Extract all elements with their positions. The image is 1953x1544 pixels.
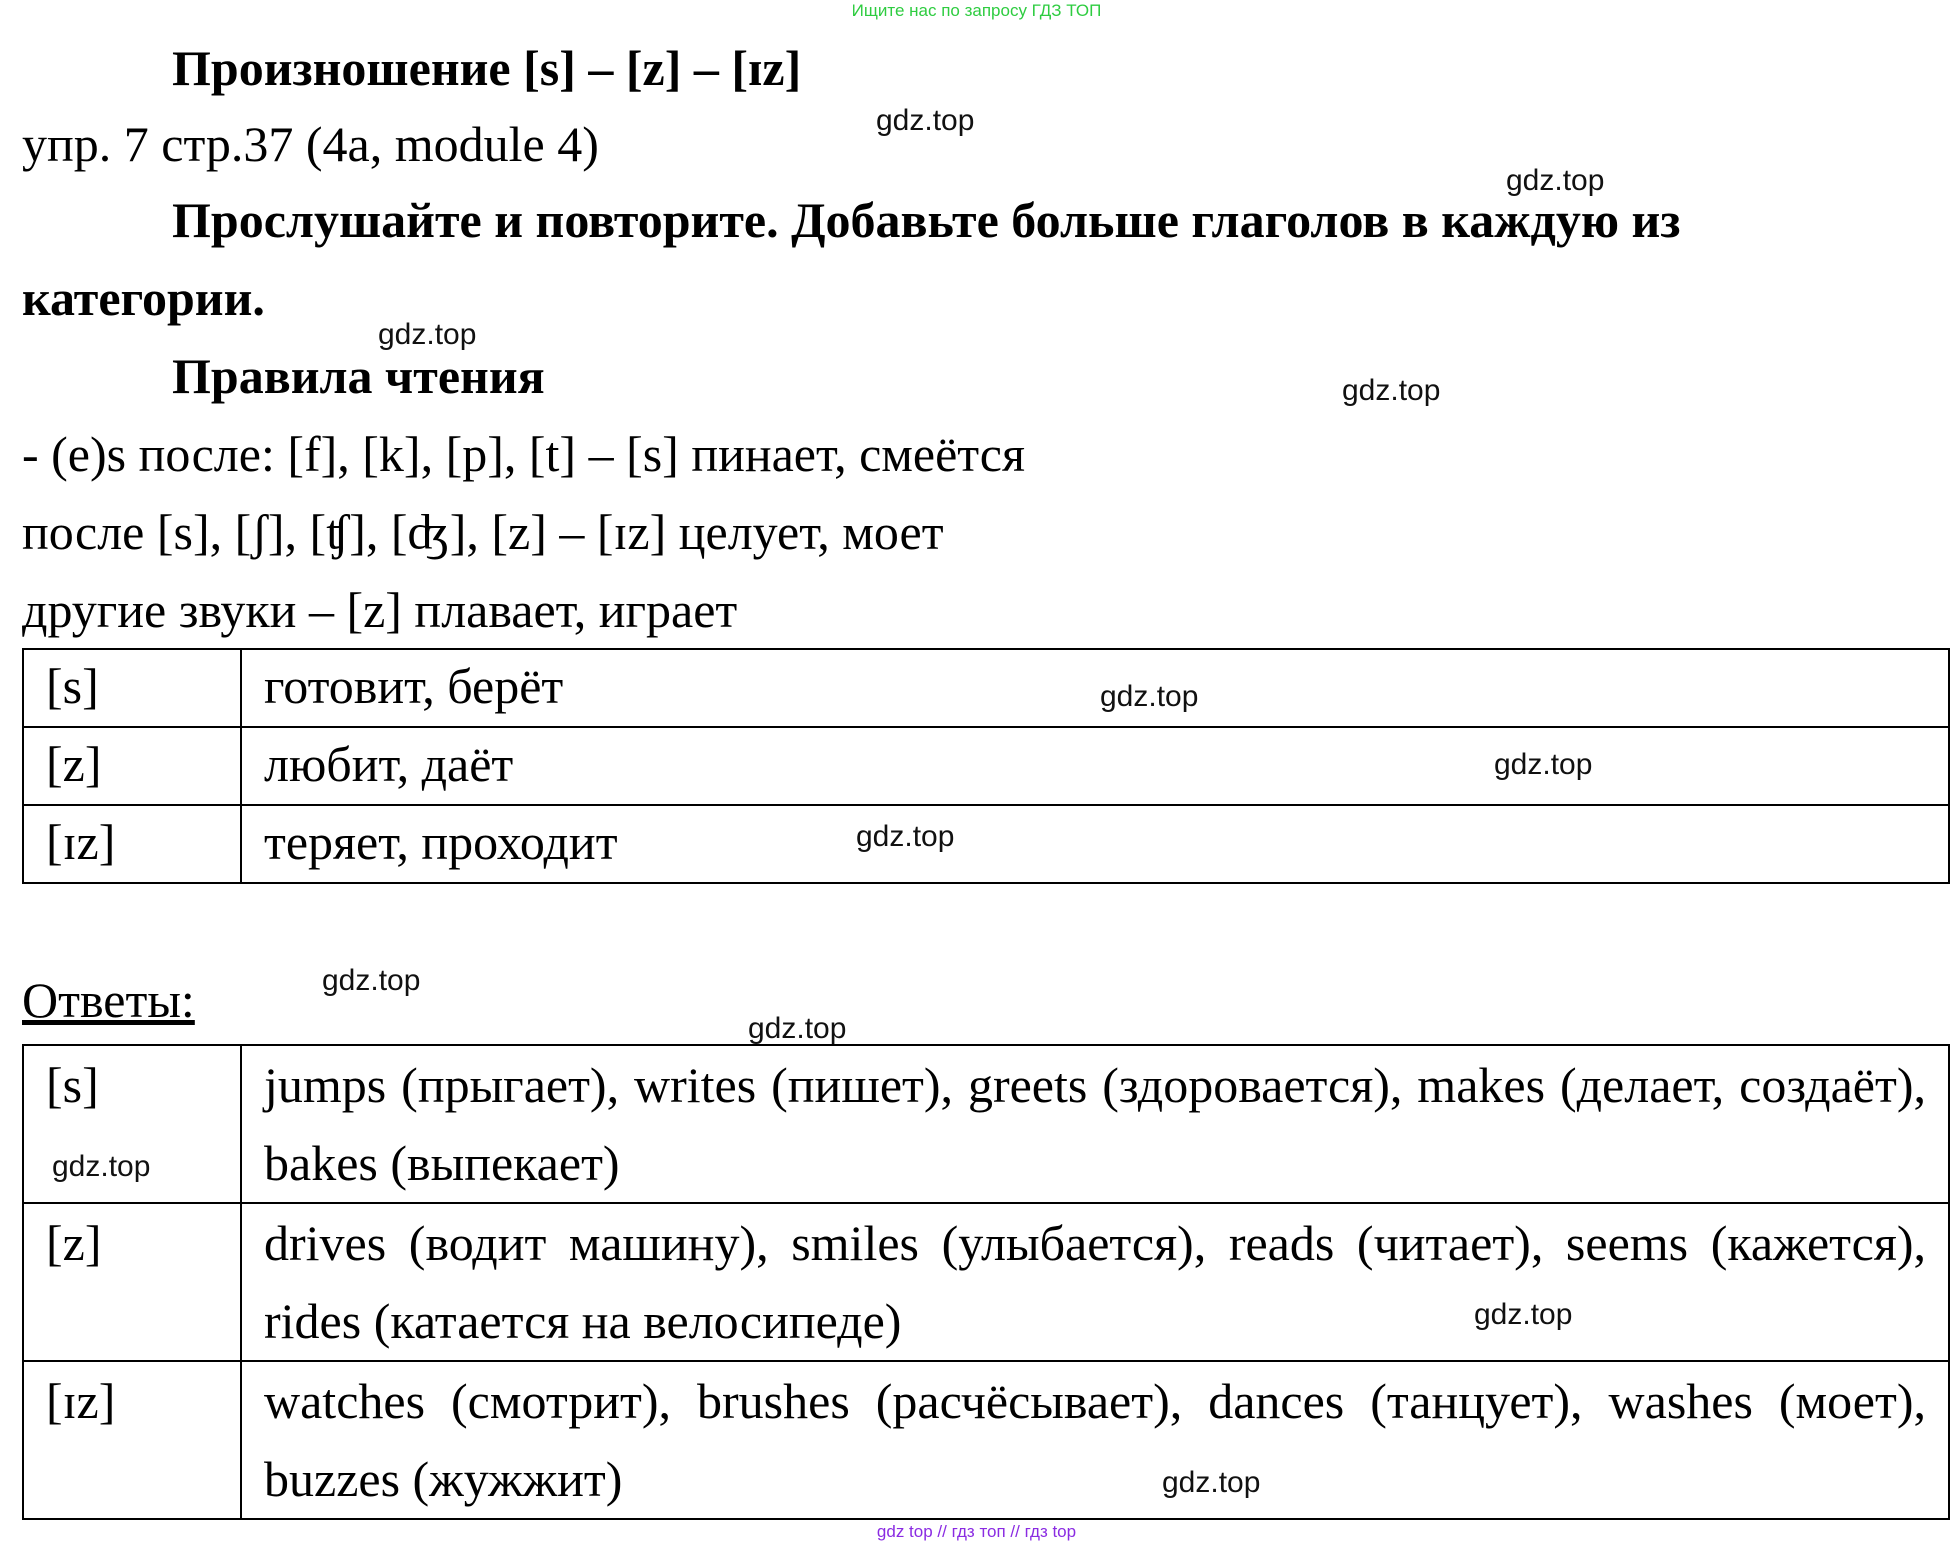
rule-line-1: - (e)s после: [f], [k], [p], [t] – [s] пинает, смеётся: [22, 426, 1025, 482]
table-row: [23, 649, 1949, 727]
watermark: gdz.top: [1342, 374, 1441, 407]
top-banner[interactable]: Ищите нас по запросу ГДЗ ТОП: [851, 1, 1102, 20]
watermark: gdz.top: [748, 1012, 847, 1045]
sound-cell: [z]: [23, 727, 241, 805]
sound-cell: [z]: [23, 1203, 241, 1361]
table-row: [23, 1361, 1949, 1519]
bottom-banner[interactable]: gdz top // гдз топ // гдз top: [876, 1522, 1077, 1541]
sound-cell: [ɪz]: [23, 805, 241, 883]
exercise-reference: упр. 7 стр.37 (4a, module 4): [22, 116, 599, 172]
words-cell: готовит, берёт: [241, 649, 1949, 727]
examples-table: [22, 648, 1950, 884]
words-cell: теряет, проходит: [241, 805, 1949, 883]
table-row: [23, 1203, 1949, 1361]
watermark: gdz.top: [1506, 164, 1605, 197]
words-cell: любит, даёт: [241, 727, 1949, 805]
table-row: [23, 727, 1949, 805]
watermark: gdz.top: [1162, 1466, 1261, 1499]
words-cell: drives (водит машину), smiles (улыбается), reads (читает), seems (кажется), rides (катается на велосипеде): [241, 1203, 1949, 1361]
rules-heading: Правила чтения: [172, 348, 545, 404]
page-title: Произношение [s] – [z] – [ɪz]: [172, 40, 802, 96]
words-cell: watches (смотрит), brushes (расчёсывает), dances (танцует), washes (моет), buzzes (жужжит): [241, 1361, 1949, 1519]
words-cell: jumps (прыгает), writes (пишет), greets (здоровается), makes (делает, создаёт), bakes (выпекает): [241, 1045, 1949, 1203]
answers-heading: Ответы:: [22, 972, 195, 1028]
table-row: [23, 805, 1949, 883]
watermark: gdz.top: [378, 318, 477, 351]
sound-cell: [s]: [23, 649, 241, 727]
task-line-2: категории.: [22, 270, 265, 326]
task-line-1: Прослушайте и повторите. Добавьте больше глаголов в каждую из: [172, 192, 1681, 248]
watermark: gdz.top: [1100, 680, 1199, 713]
table-row: [23, 1045, 1949, 1203]
watermark: gdz.top: [322, 964, 421, 997]
watermark: gdz.top: [1494, 748, 1593, 781]
watermark: gdz.top: [856, 820, 955, 853]
rule-line-2: после [s], [ʃ], [ʧ], [ʤ], [z] – [ɪz] целует, моет: [22, 504, 944, 560]
watermark: gdz.top: [876, 104, 975, 137]
answers-table: [22, 1044, 1950, 1520]
watermark: gdz.top: [52, 1150, 151, 1183]
rule-line-3: другие звуки – [z] плавает, играет: [22, 582, 738, 638]
sound-cell: [s]: [23, 1045, 241, 1203]
watermark: gdz.top: [1474, 1298, 1573, 1331]
sound-cell: [ɪz]: [23, 1361, 241, 1519]
